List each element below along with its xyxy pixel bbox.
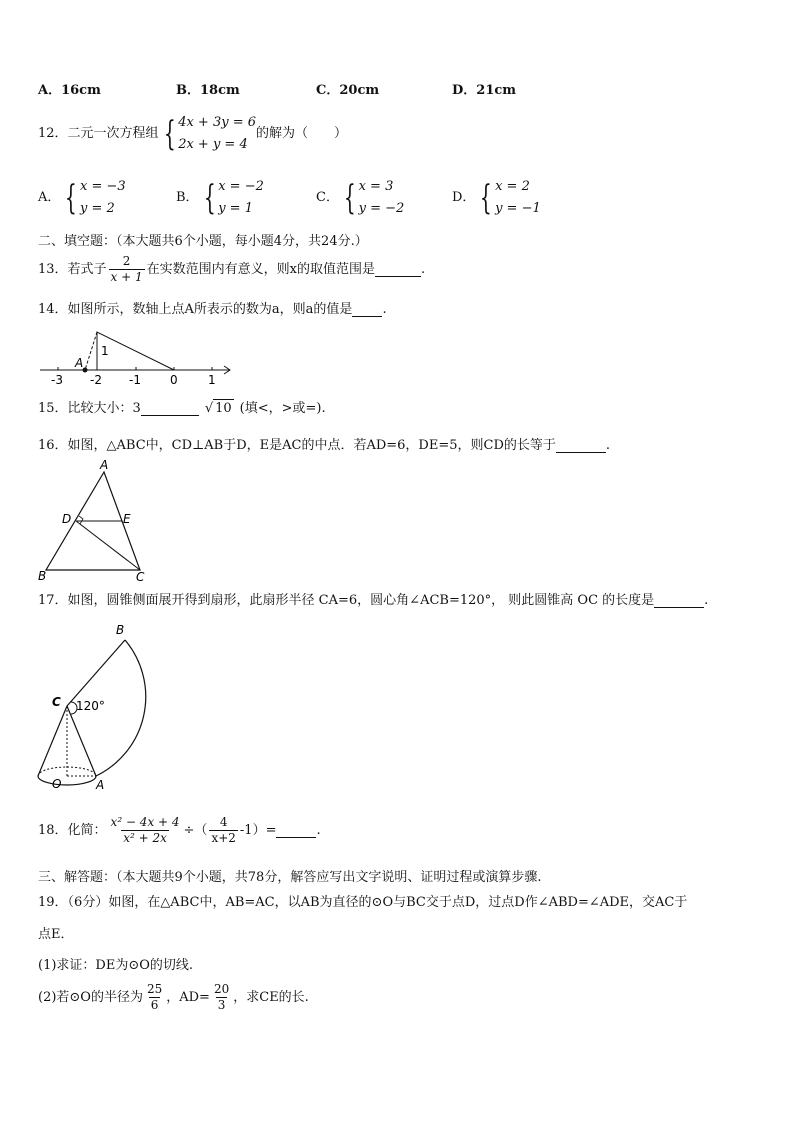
q12-option-d: D． { x = 2 y = −1: [452, 178, 541, 218]
point-a-label: A: [75, 356, 84, 370]
q12-option-a: A． { x = −3 y = 2: [38, 178, 126, 218]
q19-radius-num: 25: [146, 982, 163, 996]
q18-question: [38, 815, 321, 846]
vertex-c-label: C: [136, 570, 145, 584]
point-a-label: A: [96, 778, 105, 792]
q16-text: 16．如图，△ABC中，CD⊥AB于D，E是AC的中点．若AD=6，DE=5，则CD的长等于: [38, 438, 556, 453]
q12-option-b-row2: y = 1: [218, 201, 253, 216]
q12-system: { 4x + 3y = 6 2x + y = 4: [163, 114, 256, 154]
q15-radicand: 10: [215, 401, 232, 416]
q13-fraction: [109, 254, 145, 285]
q16-end: .: [605, 438, 611, 453]
q11-option-a: A．16cm: [38, 83, 101, 98]
q18-answer-blank[interactable]: [276, 824, 316, 838]
q13-suffix: 在实数范围内有意义，则x的取值范围是: [146, 261, 375, 277]
q12-option-b: B． { x = −2 y = 1: [176, 178, 264, 218]
q12-option-a-row2: y = 2: [80, 201, 115, 216]
vertex-a-label: A: [100, 458, 109, 472]
sector-radius-cb: [67, 640, 125, 706]
q12-option-b-label: B．: [176, 190, 199, 205]
q15-prefix: 15．比较大小：3: [38, 400, 141, 416]
section2-heading: 二、填空题：（本大题共6个小题，每小题4分，共24分.）: [38, 234, 368, 249]
q12-option-c-row2: y = −2: [358, 201, 405, 216]
q13-num: 2: [122, 254, 131, 268]
q12-option-a-row1: x = −3: [80, 179, 126, 194]
q15-suffix: (填<，>或=).: [239, 400, 326, 416]
q17-answer-blank[interactable]: [654, 594, 704, 608]
q18-mid: ÷（: [183, 822, 208, 838]
q15-question: [38, 399, 326, 418]
q13-question: [38, 254, 425, 285]
q19-part2-suffix: ，求CE的长.: [233, 989, 309, 1005]
q11-option-b: B．18cm: [176, 83, 240, 98]
q12-option-c-label: C．: [316, 190, 339, 205]
point-d-label: D: [62, 512, 72, 526]
q19-ad-den: 3: [217, 998, 226, 1012]
q16-question: [38, 437, 610, 455]
dashed-arc-line: [85, 332, 97, 370]
q16-answer-blank[interactable]: [556, 439, 606, 453]
q14-text: 14．如图所示，数轴上点A所表示的数为a，则a的值是: [38, 302, 353, 317]
cone-right-edge: [67, 706, 96, 776]
q12-eq1: 4x + 3y = 6: [178, 115, 256, 130]
q14-number-line-figure: [38, 325, 234, 387]
q19-part2: [38, 982, 309, 1013]
q18-fraction-1: [109, 815, 182, 846]
vertex-b-label: B: [38, 569, 47, 583]
q12-suffix: 的解为（ ）: [256, 126, 348, 141]
tick-label-neg2: -2: [90, 373, 102, 387]
point-a-dot: [83, 368, 88, 373]
q18-denominator-1: x² + 2x: [123, 831, 167, 845]
point-o-label: O: [52, 777, 62, 791]
q13-end: .: [420, 261, 426, 277]
cone-base-front: [38, 776, 96, 785]
q17-cone-sector-figure: [30, 618, 166, 796]
point-e-label: E: [123, 512, 131, 526]
q12-option-c-row1: x = 3: [358, 179, 394, 194]
q12-option-b-row1: x = −2: [218, 179, 264, 194]
section3-heading: 三、解答题：（本大题共9个小题，共78分，解答应写出文字说明、证明过程或演算步骤.: [38, 870, 542, 885]
q18-denominator-2: x+2: [211, 831, 236, 845]
segment-1-label: 1: [101, 344, 109, 358]
q12-option-d-row1: x = 2: [495, 179, 530, 194]
tick-label-neg3: -3: [51, 373, 63, 387]
q17-text: 17．如图，圆锥侧面展开得到扇形，此扇形半径 CA=6，圆心角∠ACB=120°， 则此圆锥高 OC 的长度是: [38, 593, 655, 608]
q12-option-a-label: A．: [38, 190, 61, 205]
point-c-label: C: [52, 695, 61, 709]
q19-line1: 19．（6分）如图，在△ABC中，AB=AC，以AB为直径的⊙O与BC交于点D，过点D作∠ABD=∠ADE，交AC于: [38, 895, 688, 910]
q19-line2: 点E．: [38, 927, 74, 942]
q19-radius-den: 6: [150, 998, 159, 1012]
q18-prefix: 18．化简：: [38, 822, 107, 838]
q11-option-d: D．21cm: [452, 83, 517, 98]
q18-end: .: [316, 822, 321, 838]
q12-option-c: C． { x = 3 y = −2: [316, 178, 405, 218]
q19-radius-fraction: [145, 982, 164, 1013]
q12-prefix: 12．二元一次方程组: [38, 126, 159, 141]
q16-triangle-figure: [34, 458, 154, 584]
q18-fraction-2: [209, 815, 237, 846]
angle-120-label: 120°: [76, 699, 105, 713]
tick-label-neg1: -1: [129, 373, 141, 387]
q12-eq2: 2x + y = 4: [178, 137, 248, 152]
tick-label-0: 0: [170, 373, 178, 387]
cone-left-edge: [38, 706, 67, 776]
q14-answer-blank[interactable]: [352, 303, 382, 317]
q19-part2-mid: ，AD=: [166, 989, 210, 1005]
q14-end: .: [382, 302, 387, 317]
q12-option-d-row2: y = −1: [495, 201, 541, 216]
q12-option-d-label: D．: [452, 190, 476, 205]
q11-option-c: C．20cm: [316, 83, 380, 98]
tick-label-1: 1: [208, 373, 216, 387]
q19-ad-fraction: [212, 982, 231, 1013]
right-angle-mark: [79, 516, 83, 524]
q17-question: [38, 592, 708, 610]
q17-end: .: [704, 593, 709, 608]
q15-sqrt: √ 10: [204, 401, 232, 416]
q18-numerator-2: 4: [219, 815, 228, 829]
q18-tail: -1）=: [239, 822, 277, 838]
q19-part2-prefix: (2)若⊙O的半径为: [38, 989, 143, 1005]
q15-answer-blank[interactable]: [141, 402, 199, 416]
q12-question: [38, 112, 347, 156]
q19-part1: (1)求证：DE为⊙O的切线.: [38, 958, 194, 973]
q13-den: x + 1: [110, 270, 143, 284]
q18-numerator-1: x² − 4x + 4: [110, 815, 180, 829]
point-b-label: B: [116, 623, 125, 637]
q13-answer-blank[interactable]: [375, 263, 421, 277]
q14-question: [38, 301, 387, 319]
q19-ad-num: 20: [213, 982, 230, 996]
q13-prefix: 13．若式子: [38, 261, 107, 277]
